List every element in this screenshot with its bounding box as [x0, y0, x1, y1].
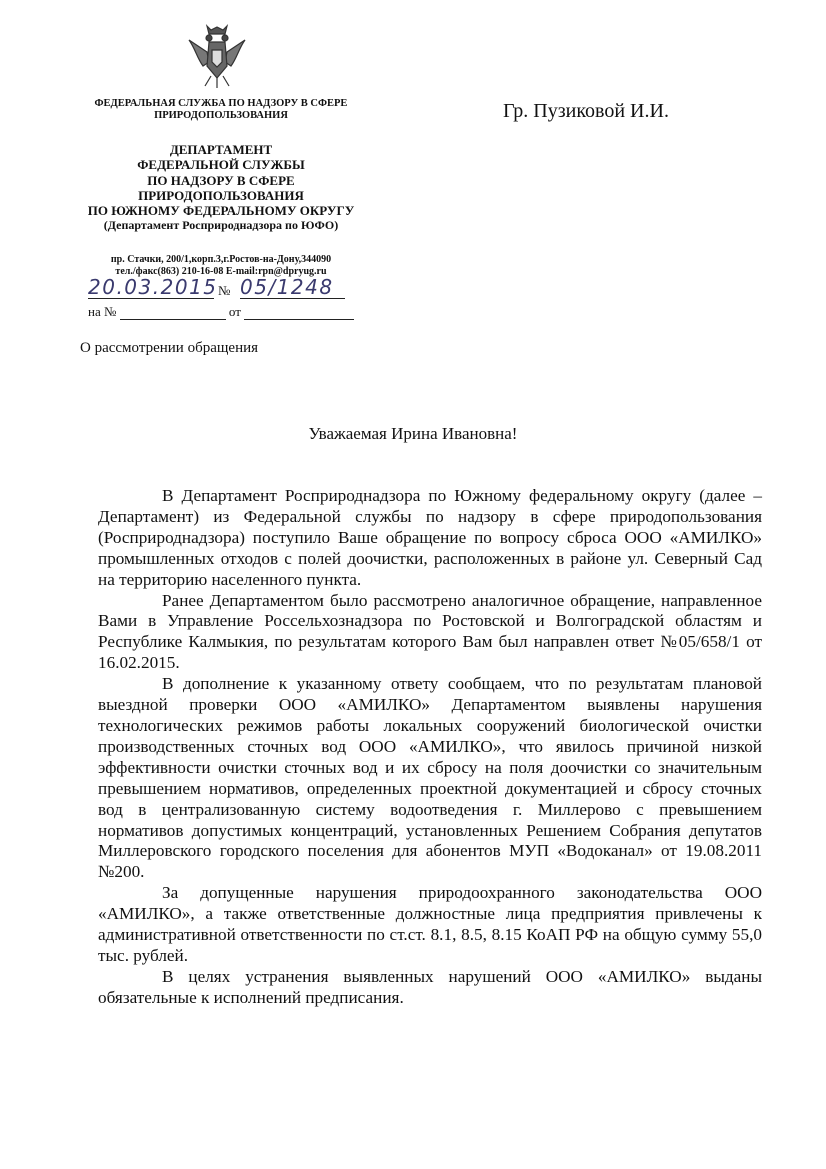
department-line-4: ПРИРОДОПОЛЬЗОВАНИЯ [138, 187, 304, 203]
department-line-3: ПО НАДЗОРУ В СФЕРЕ [147, 172, 295, 188]
registration-row [88, 276, 358, 302]
reply-reference-row [88, 304, 368, 320]
paragraph-3: В дополнение к указанному ответу сообщаем, что по результатам плановой выездной проверки ООО «АМИЛКО» Департаментом выявлены нарушения технологических режимов работы локальных сооружений биологической очистки производственных сточных вод ООО «АМИЛКО», что явилось причиной низкой эффективности очистки сточных вод и их сбросу на поля доочистки со значительным превышением нормативов, определенных проектной документацией и сбросу сточных вод в централизованную систему водоотведения г. Миллерово с превышением нормативов допустимых концентраций, установленных Решением Собрания депутатов Миллеровского городского поселения для абонентов МУП «Водоканал» от 19.08.2011 №200. [98, 674, 762, 882]
registration-number: 05/1248 [240, 276, 345, 299]
department-name [60, 142, 382, 234]
paragraph-2: Ранее Департаментом было рассмотрено аналогичное обращение, направленное Вами в Управление Россельхознадзора по Ростовской и Волгоградской областям и Республике Калмыкия, по результатам которого Вам был направлен ответ №05/658/1 от 16.02.2015. [98, 590, 762, 673]
department-line-2: ФЕДЕРАЛЬНОЙ СЛУЖБЫ [137, 157, 305, 173]
department-short-name: (Департамент Росприроднадзора по ЮФО) [103, 218, 339, 233]
salutation: Уважаемая Ирина Ивановна! [308, 424, 518, 443]
phone-email-line: тел./факс(863) 210-16-08 E-mail:rpn@dpryug.ru [115, 266, 327, 277]
number-sign: № [218, 283, 231, 298]
reply-prefix: на № [88, 304, 117, 319]
department-line-1: ДЕПАРТАМЕНТ [169, 142, 273, 157]
address-line: пр. Стачки, 200/1,корп.3,г.Ростов-на-Дону,344090 [110, 254, 332, 265]
coat-of-arms-icon [185, 22, 249, 90]
paragraph-4: За допущенные нарушения природоохранного законодательства ООО «АМИЛКО», а также ответственные должностные лица предприятия привлечены к административной ответственности по ст.ст. 8.1, 8.5, 8.15 КоАП РФ на общую сумму 55,0 тыс. рублей. [98, 883, 762, 965]
reply-date-blank [244, 306, 354, 320]
agency-name [60, 98, 382, 122]
reply-from-label: от [228, 304, 241, 319]
subject-line: О рассмотрении обращения [80, 340, 259, 356]
reply-number-blank [120, 306, 226, 320]
agency-line-2: ПРИРОДОПОЛЬЗОВАНИЯ [154, 110, 288, 121]
department-line-5: ПО ЮЖНОМУ ФЕДЕРАЛЬНОМУ ОКРУГУ [87, 203, 355, 219]
registration-date: 20.03.2015 [88, 275, 218, 299]
paragraph-5: В целях устранения выявленных нарушений ООО «АМИЛКО» выданы обязательные к исполнений предписания. [98, 966, 762, 1007]
recipient: Гр. Пузиковой И.И. [503, 100, 669, 122]
paragraph-1: В Департамент Росприроднадзора по Южному федеральному округу (далее – Департамент) из Федеральной службы по надзору в сфере природопользования (Росприроднадзора) поступило Ваше обращение по вопросу сброса ООО «АМИЛКО» промышленных отходов с полей доочистки, расположенных в районе ул. Северный Сад на территорию населенного пункта. [98, 486, 762, 589]
agency-line-1: ФЕДЕРАЛЬНАЯ СЛУЖБА ПО НАДЗОРУ В СФЕРЕ [94, 98, 348, 109]
letter-body [98, 486, 762, 1009]
